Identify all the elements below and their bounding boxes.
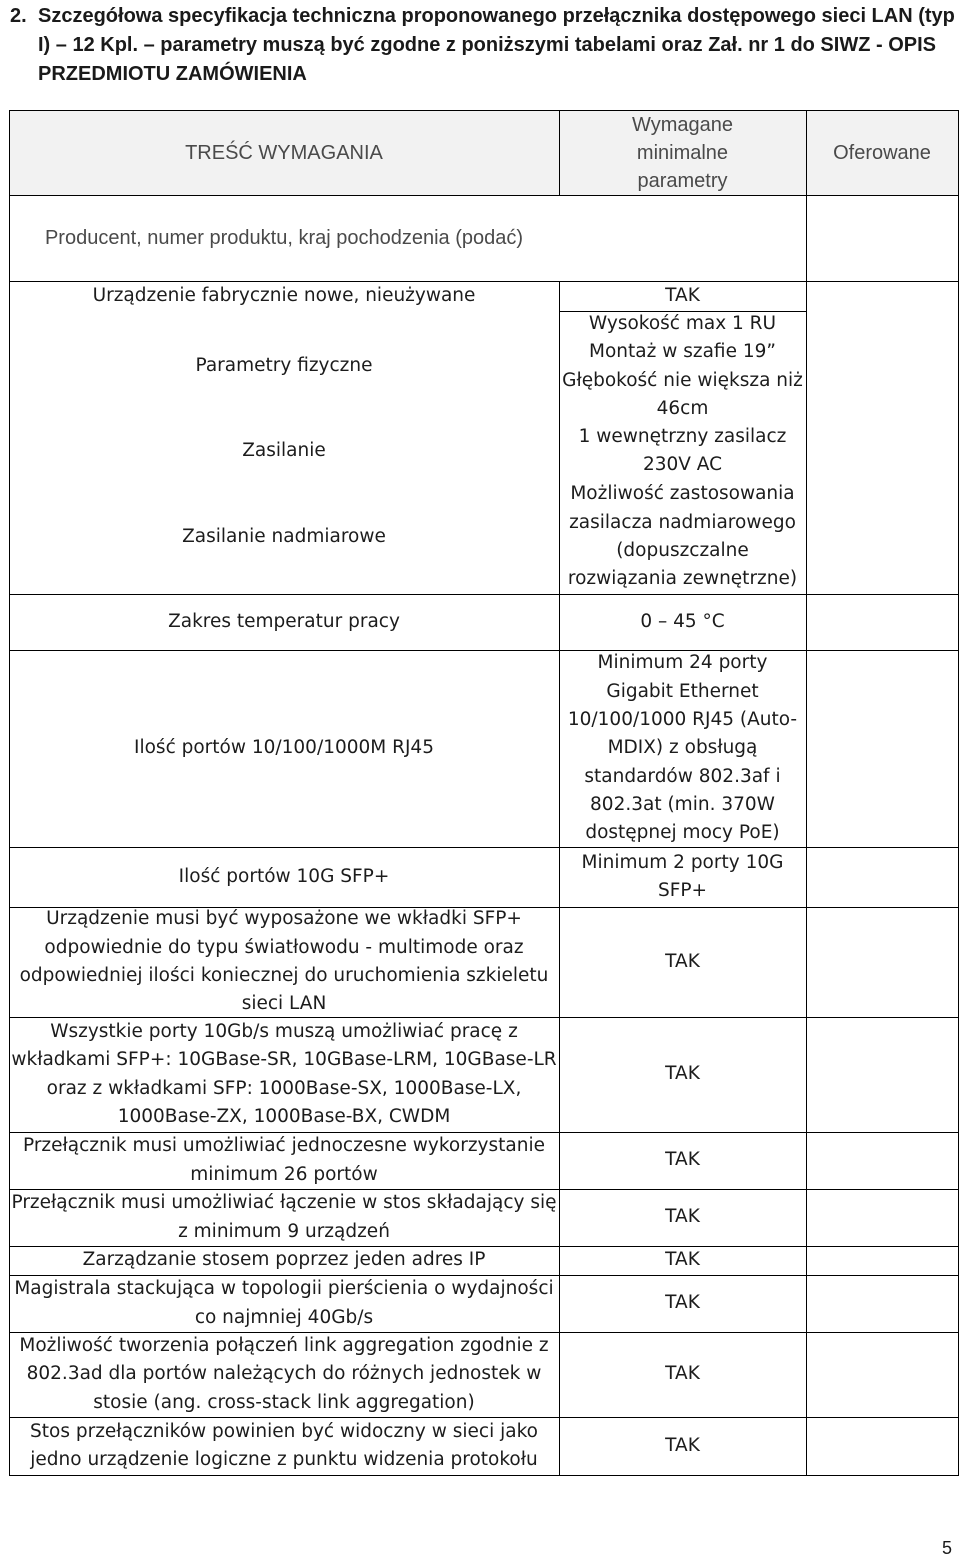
header-requirement: TREŚĆ WYMAGANIA [185, 141, 383, 164]
section-title [38, 2, 956, 89]
table-border [9, 1132, 959, 1133]
minimum-cell: TAK [665, 1206, 700, 1228]
requirement-cell: Parametry fizyczne [195, 355, 373, 377]
minimum-cell: TAK [665, 1149, 700, 1171]
requirement-cell: Zasilanie [242, 439, 326, 461]
requirement-cell: Zarządzanie stosem poprzez jeden adres IP [82, 1249, 486, 1271]
table-border [9, 1246, 959, 1247]
table-border [9, 1189, 959, 1190]
minimum-cell: TAK [665, 1063, 700, 1085]
offered-cell[interactable] [806, 311, 958, 422]
table-border [806, 110, 807, 1476]
minimum-cell: Minimum 2 porty 10G SFP+ [581, 851, 784, 901]
offered-cell[interactable] [806, 847, 958, 907]
minimum-cell: Minimum 24 porty Gigabit Ethernet 10/100/1000 RJ45 (Auto- MDIX) z obsługą standardów 802.3af i 802.3at (min. 370W dostępnej mocy PoE) [567, 652, 798, 844]
requirement-cell: Urządzenie fabrycznie nowe, nieużywane [92, 284, 476, 306]
offered-cell[interactable] [806, 1275, 958, 1332]
table-border [9, 650, 959, 651]
requirement-cell: Zakres temperatur pracy [168, 610, 400, 632]
header-offered: Oferowane [833, 141, 931, 164]
producer-row-label: Producent, numer produktu, kraj pochodzenia (podać) [44, 227, 524, 249]
requirement-cell: Urządzenie musi być wyposażone we wkładki SFP+ odpowiednie do typu światłowodu - multimode oraz odpowiedniej ilości koniecznej do uruchomienia szkieletu sieci LAN [19, 908, 549, 1015]
table-border [9, 594, 959, 595]
section-title-line: PRZEDMIOTU ZAMÓWIENIA [38, 63, 307, 85]
section-title-line: Szczegółowa specyfikacja techniczna proponowanego przełącznika dostępowego sieci LAN (typ [38, 5, 955, 27]
table-border [9, 110, 959, 111]
requirement-cell: Magistrala stackująca w topologii pierścienia o wydajności co najmniej 40Gb/s [14, 1278, 554, 1328]
offered-cell[interactable] [806, 1017, 958, 1132]
offered-cell[interactable] [806, 1189, 958, 1246]
offered-cell[interactable] [806, 1417, 958, 1475]
minimum-cell: 1 wewnętrzny zasilacz 230V AC [578, 425, 787, 475]
table-border [9, 907, 959, 908]
table-border [9, 847, 959, 848]
section-heading [10, 2, 956, 89]
minimum-cell: 0 – 45 °C [640, 610, 725, 632]
offered-cell[interactable] [806, 281, 958, 311]
table-border [958, 110, 959, 1476]
table-border [9, 1417, 959, 1418]
minimum-cell: TAK [665, 284, 700, 306]
offered-cell[interactable] [806, 480, 958, 594]
requirement-cell: Zasilanie nadmiarowe [182, 525, 386, 547]
minimum-cell: Wysokość max 1 RU Montaż w szafie 19” Głębokość nie większa niż 46cm [562, 312, 803, 419]
offered-cell[interactable] [806, 1332, 958, 1417]
table-border [9, 1475, 959, 1476]
table-border [9, 281, 959, 282]
table-border [559, 311, 806, 312]
table-border [9, 110, 10, 1476]
requirement-cell: Przełącznik musi umożliwiać łączenie w stos składający się z minimum 9 urządzeń [11, 1192, 557, 1242]
header-minimum-parameters: Wymagane minimalne parametry [632, 113, 733, 192]
minimum-cell: TAK [665, 1363, 700, 1385]
requirement-cell: Ilość portów 10G SFP+ [178, 865, 390, 887]
table-border [9, 1332, 959, 1333]
minimum-cell: TAK [665, 1434, 700, 1456]
minimum-cell: TAK [665, 1249, 700, 1271]
table-border [559, 281, 560, 1476]
offered-cell[interactable] [806, 422, 958, 480]
minimum-cell: Możliwość zastosowania zasilacza nadmiarowego (dopuszczalne rozwiązania zewnętrzne) [567, 483, 798, 590]
table-border [559, 110, 560, 196]
offered-cell[interactable] [806, 1246, 958, 1275]
requirement-cell: Ilość portów 10/100/1000M RJ45 [134, 737, 434, 759]
offered-cell[interactable] [806, 1132, 958, 1189]
offered-cell-producer[interactable] [806, 195, 958, 281]
offered-cell[interactable] [806, 907, 958, 1017]
table-border [9, 1017, 959, 1018]
table-border [9, 1275, 959, 1276]
page-number: 5 [941, 1538, 952, 1558]
requirement-cell: Przełącznik musi umożliwiać jednoczesne wykorzystanie minimum 26 portów [23, 1135, 545, 1185]
section-number: 2. [10, 5, 27, 27]
minimum-cell: TAK [665, 1292, 700, 1314]
offered-cell[interactable] [806, 650, 958, 847]
requirement-cell: Stos przełączników powinien być widoczny w sieci jako jedno urządzenie logiczne z punktu widzenia protokołu [30, 1420, 538, 1470]
offered-cell[interactable] [806, 594, 958, 650]
requirement-cell: Możliwość tworzenia połączeń link aggregation zgodnie z 802.3ad dla portów należących do różnych jednostek w stosie (ang. cross-stack link aggregation) [19, 1335, 549, 1413]
minimum-cell: TAK [665, 950, 700, 972]
section-title-line: I) – 12 Kpl. – parametry muszą być zgodne z poniższymi tabelami oraz Zał. nr 1 do SIWZ - OPIS [38, 34, 936, 56]
table-border [9, 195, 959, 196]
requirement-cell: Wszystkie porty 10Gb/s muszą umożliwiać pracę z wkładkami SFP+: 10GBase-SR, 10GBase-LRM, 10GBase-LR oraz z wkładkami SFP: 1000Base-SX, 1000Base-LX, 1000Base-ZX, 1000Base-BX, CWDM [11, 1020, 557, 1127]
